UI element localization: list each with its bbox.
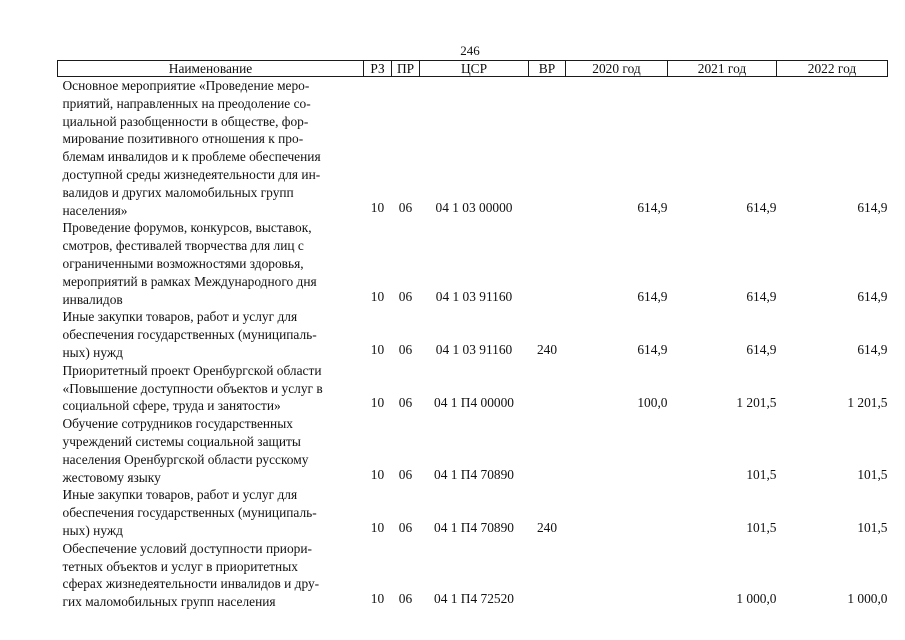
header-rz: РЗ — [364, 61, 392, 77]
name-line: ограниченными возможностями здоровья, — [62, 255, 304, 271]
cell-2020-value: 614,9 — [637, 341, 668, 357]
name-line: обеспечения государственных (муниципаль- — [62, 327, 317, 343]
cell-2021 — [668, 540, 777, 611]
cell-2021-value: 614,9 — [746, 288, 777, 304]
cell-2021-value: 1 000,0 — [736, 591, 777, 607]
cell-name — [58, 415, 364, 486]
table-row — [58, 362, 888, 415]
cell-csr-value: 04 1 П4 70890 — [434, 519, 514, 535]
header-2021: 2021 год — [668, 61, 777, 77]
cell-pr-value: 06 — [398, 591, 413, 607]
name-line: учреждений системы социальной защиты — [62, 433, 301, 449]
name-line: сферах жизнедеятельности инвалидов и дру- — [62, 576, 320, 592]
name-line: Обучение сотрудников государственных — [62, 416, 293, 432]
cell-vr — [529, 308, 566, 361]
name-line: Основное мероприятие «Проведение меро- — [62, 78, 310, 93]
cell-csr-value: 04 1 03 91160 — [435, 341, 513, 357]
name-line: Обеспечение условий доступности приори- — [62, 540, 312, 556]
cell-2022 — [777, 540, 888, 611]
cell-csr — [420, 540, 529, 611]
cell-pr-value: 06 — [398, 519, 413, 535]
cell-2020 — [566, 415, 668, 486]
cell-rz-value: 10 — [370, 288, 385, 304]
cell-csr-value: 04 1 03 00000 — [435, 199, 513, 215]
cell-2022-value: 1 000,0 — [847, 591, 888, 607]
cell-csr — [420, 486, 529, 539]
cell-vr-value: 240 — [536, 519, 558, 535]
cell-csr-value: 04 1 П4 00000 — [434, 395, 514, 411]
name-line: приятий, направленных на преодоление со- — [62, 95, 311, 111]
header-name: Наименование — [58, 61, 364, 77]
name-line: ных) нужд — [62, 522, 123, 538]
name-line: тетных объектов и услуг в приоритетных — [62, 558, 298, 574]
cell-2020-value: 614,9 — [637, 288, 668, 304]
cell-csr-value: 04 1 П4 72520 — [434, 591, 514, 607]
name-line: смотров, фестивалей творчества для лиц с — [62, 238, 304, 254]
cell-2022 — [777, 362, 888, 415]
cell-2021 — [668, 415, 777, 486]
cell-vr — [529, 486, 566, 539]
cell-pr — [392, 308, 420, 361]
cell-2022-value: 614,9 — [857, 199, 888, 215]
cell-vr — [529, 219, 566, 308]
cell-2021 — [668, 219, 777, 308]
name-line: блемам инвалидов и к проблеме обеспечения — [62, 149, 321, 165]
cell-2022 — [777, 415, 888, 486]
cell-rz-value: 10 — [370, 591, 385, 607]
header-vr: ВР — [529, 61, 566, 77]
cell-2021-value: 614,9 — [746, 341, 777, 357]
cell-2021 — [668, 308, 777, 361]
cell-csr — [420, 77, 529, 220]
cell-2021 — [668, 486, 777, 539]
table-header — [58, 61, 888, 77]
name-line: циальной разобщенности в обществе, фор- — [62, 113, 309, 129]
name-line: жестовому языку — [62, 469, 161, 485]
table-row — [58, 219, 888, 308]
cell-vr-value: 240 — [536, 341, 558, 357]
cell-2020 — [566, 308, 668, 361]
name-line: Приоритетный проект Оренбургской области — [62, 362, 322, 378]
cell-name — [58, 308, 364, 361]
cell-pr-value: 06 — [398, 199, 413, 215]
name-line: населения Оренбургской области русскому — [62, 451, 309, 467]
cell-rz-value: 10 — [370, 199, 385, 215]
name-line: населения» — [62, 202, 128, 218]
cell-rz — [364, 77, 392, 220]
cell-vr — [529, 77, 566, 220]
cell-name — [58, 77, 364, 220]
cell-vr — [529, 540, 566, 611]
cell-pr-value: 06 — [398, 288, 413, 304]
name-line: мирование позитивного отношения к про- — [62, 131, 304, 147]
header-pr: ПР — [392, 61, 420, 77]
name-line: Иные закупки товаров, работ и услуг для — [62, 309, 298, 325]
name-line: ных) нужд — [62, 344, 123, 360]
cell-csr-value: 04 1 03 91160 — [435, 288, 513, 304]
name-line: Проведение форумов, конкурсов, выставок, — [62, 220, 312, 236]
budget-table — [57, 60, 888, 611]
cell-rz — [364, 486, 392, 539]
page-number: 246 — [460, 43, 480, 58]
cell-2020-value: 100,0 — [637, 395, 668, 411]
cell-2022 — [777, 308, 888, 361]
cell-2021-value: 101,5 — [746, 519, 777, 535]
name-line: обеспечения государственных (муниципаль- — [62, 505, 317, 521]
cell-pr — [392, 540, 420, 611]
cell-rz — [364, 219, 392, 308]
cell-name — [58, 486, 364, 539]
cell-2020 — [566, 219, 668, 308]
name-line: Иные закупки товаров, работ и услуг для — [62, 487, 298, 503]
name-line: мероприятий в рамках Международного дня — [62, 273, 317, 289]
cell-pr-value: 06 — [398, 341, 413, 357]
cell-2020 — [566, 540, 668, 611]
cell-vr — [529, 362, 566, 415]
cell-2022-value: 1 201,5 — [847, 395, 888, 411]
cell-rz-value: 10 — [370, 395, 385, 411]
cell-pr — [392, 77, 420, 220]
cell-2022-value: 101,5 — [857, 519, 888, 535]
table-row — [58, 77, 888, 220]
cell-2021-value: 1 201,5 — [736, 395, 777, 411]
cell-name — [58, 540, 364, 611]
cell-csr — [420, 415, 529, 486]
name-line: валидов и других маломобильных групп — [62, 184, 294, 200]
cell-2021-value: 614,9 — [746, 199, 777, 215]
header-csr: ЦСР — [420, 61, 529, 77]
cell-rz — [364, 415, 392, 486]
cell-csr-value: 04 1 П4 70890 — [434, 466, 514, 482]
cell-pr-value: 06 — [398, 395, 413, 411]
cell-2020 — [566, 362, 668, 415]
cell-pr — [392, 362, 420, 415]
cell-rz-value: 10 — [370, 466, 385, 482]
cell-csr — [420, 308, 529, 361]
cell-rz-value: 10 — [370, 519, 385, 535]
cell-pr — [392, 219, 420, 308]
name-line: социальной сфере, труда и занятости» — [62, 398, 281, 414]
table-body — [58, 77, 888, 611]
cell-pr — [392, 486, 420, 539]
name-line: гих маломобильных групп населения — [62, 594, 276, 610]
cell-2020-value: 614,9 — [637, 199, 668, 215]
cell-rz — [364, 308, 392, 361]
cell-rz — [364, 362, 392, 415]
cell-2022 — [777, 77, 888, 220]
cell-2021-value: 101,5 — [746, 466, 777, 482]
header-2020: 2020 год — [566, 61, 668, 77]
table-row — [58, 415, 888, 486]
cell-rz — [364, 540, 392, 611]
cell-2022 — [777, 486, 888, 539]
table-row — [58, 540, 888, 611]
cell-name — [58, 219, 364, 308]
cell-name — [58, 362, 364, 415]
header-2022: 2022 год — [777, 61, 888, 77]
cell-pr-value: 06 — [398, 466, 413, 482]
cell-vr — [529, 415, 566, 486]
cell-pr — [392, 415, 420, 486]
cell-2022 — [777, 219, 888, 308]
cell-2022-value: 614,9 — [857, 288, 888, 304]
cell-csr — [420, 219, 529, 308]
cell-2021 — [668, 362, 777, 415]
name-line: «Повышение доступности объектов и услуг в — [62, 380, 323, 396]
table-row — [58, 486, 888, 539]
cell-csr — [420, 362, 529, 415]
cell-2022-value: 614,9 — [857, 341, 888, 357]
cell-2020 — [566, 486, 668, 539]
table-row — [58, 308, 888, 361]
cell-rz-value: 10 — [370, 341, 385, 357]
name-line: доступной среды жизнедеятельности для ин- — [62, 166, 321, 182]
cell-2022-value: 101,5 — [857, 466, 888, 482]
name-line: инвалидов — [62, 291, 123, 307]
cell-2021 — [668, 77, 777, 220]
cell-2020 — [566, 77, 668, 220]
